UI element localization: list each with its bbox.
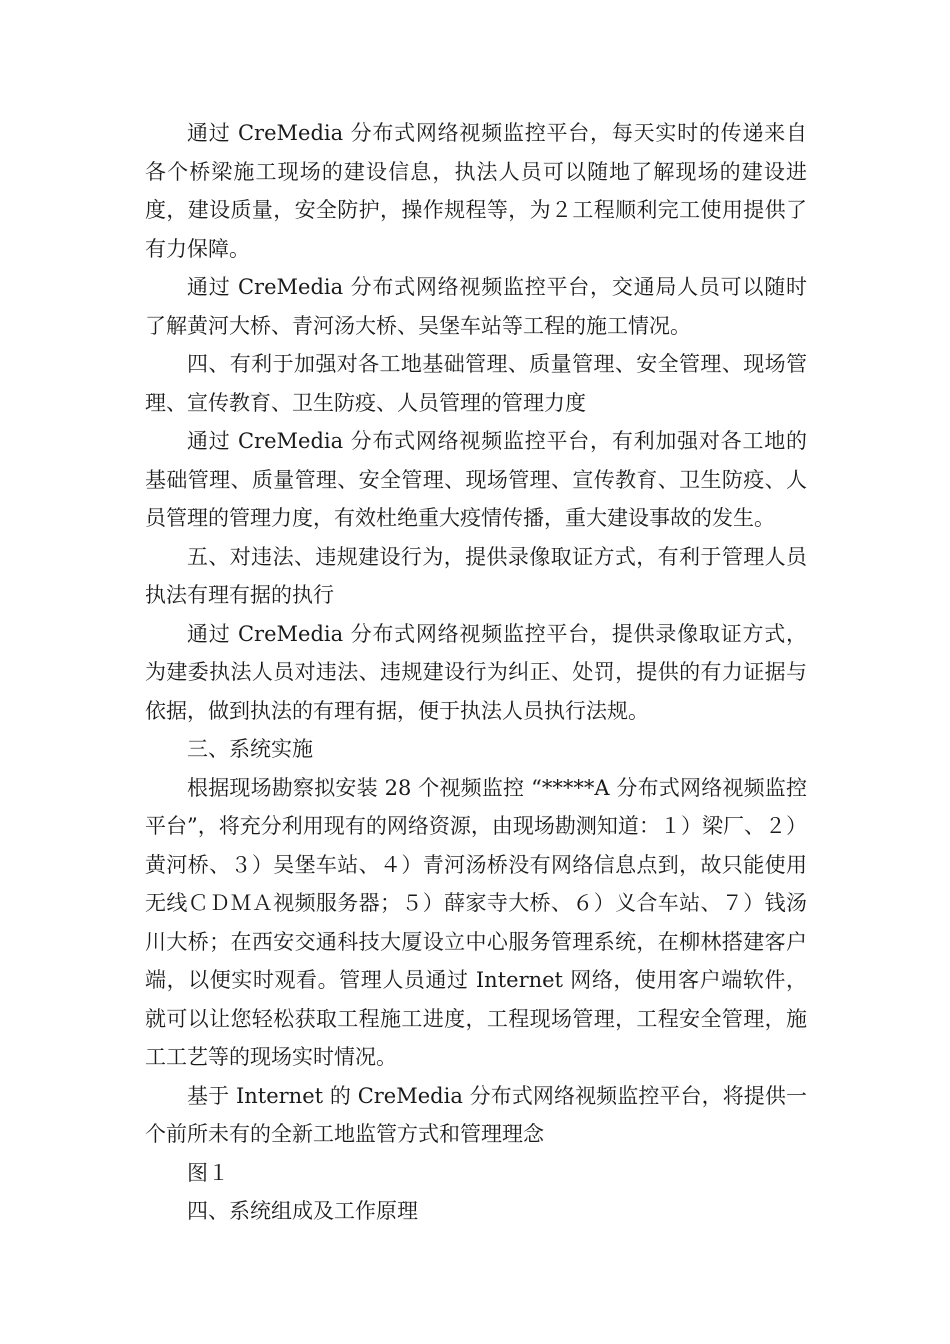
paragraph-4: 通过 CreMedia 分布式网络视频监控平台，提供录像取证方式，为建委执法人员对违法、违规建设行为纠正、处罚，提供的有力证据与依据，做到执法的有理有据，便于执法人员执行法规。 (145, 621, 807, 723)
paragraph-5: 根据现场勘察拟安装 28 个视频监控 “*****A 分布式网络视频监控平台”，将充分利用现有的网络资源，由现场勘测知道：１）梁厂、２）黄河桥、３）吴堡车站、４）青河汤桥没有网络信息点到，故只能使用无线ＣＤＭＡ视频服务器；５）薛家寺大桥、６）义合车站、７）钱汤川大桥；在西安交通科技大厦设立中心服务管理系统，在柳林搭建客户端，以便实时观看。管理人员通过 Internet 网络，使用客户端软件，就可以让您轻松获取工程施工进度，工程现场管理，工程安全管理，施工工艺等的现场实时情况。 (145, 775, 807, 1069)
paragraph-1: 通过 CreMedia 分布式网络视频监控平台，每天实时的传递来自各个桥梁施工现场的建设信息，执法人员可以随地了解现场的建设进度，建设质量，安全防护，操作规程等，为２工程顺利完工使用提供了有力保障。 (145, 121, 807, 261)
paragraph-2: 通过 CreMedia 分布式网络视频监控平台，交通局人员可以随时了解黄河大桥、青河汤大桥、吴堡车站等工程的施工情况。 (145, 275, 807, 338)
section-heading-system-implementation: 三、系统实施 (187, 737, 313, 761)
section-heading-5: 五、对违法、违规建设行为，提供录像取证方式，有利于管理人员执法有理有据的执行 (145, 544, 807, 607)
paragraph-6: 基于 Internet 的 CreMedia 分布式网络视频监控平台，将提供一个前所未有的全新工地监管方式和管理理念 (145, 1083, 807, 1146)
figure-caption: 图１ (187, 1160, 229, 1185)
section-heading-system-composition: 四、系统组成及工作原理 (187, 1199, 418, 1223)
section-heading-4: 四、有利于加强对各工地基础管理、质量管理、安全管理、现场管理、宣传教育、卫生防疫、人员管理的管理力度 (145, 352, 807, 415)
document-body (145, 114, 807, 1231)
paragraph-3: 通过 CreMedia 分布式网络视频监控平台，有利加强对各工地的基础管理、质量管理、安全管理、现场管理、宣传教育、卫生防疫、人员管理的管理力度，有效杜绝重大疫情传播，重大建设事故的发生。 (145, 429, 807, 530)
